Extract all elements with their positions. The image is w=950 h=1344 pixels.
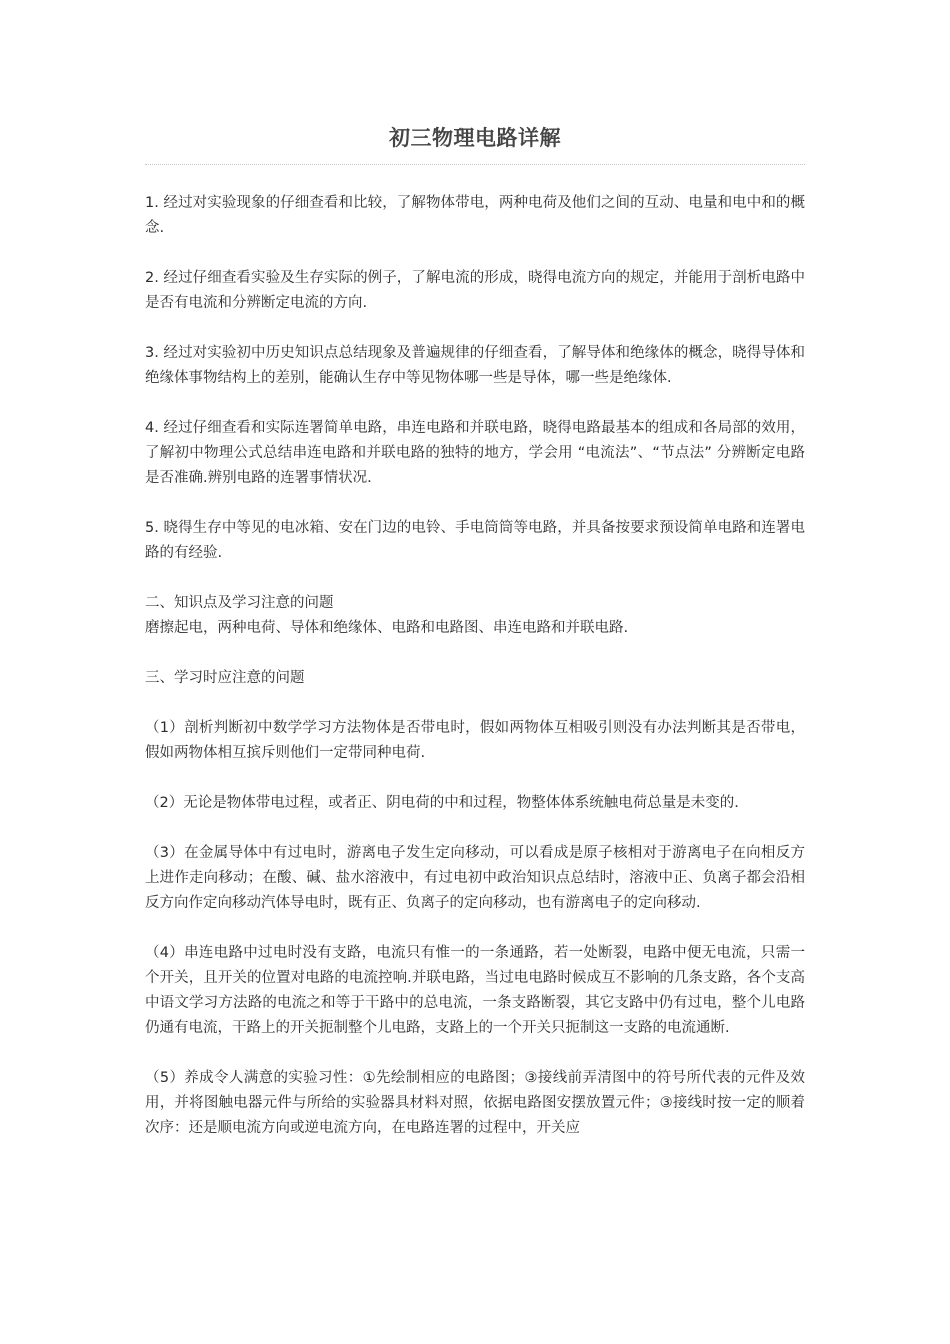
title-divider <box>145 164 805 165</box>
paragraph-note-3: （3）在金属导体中有过电时，游离电子发生定向移动，可以看成是原子核相对于游离电子在向相反方上进作走向移动；在酸、碱、盐水溶液中，有过电初中政治知识点总结时，溶液中正、负离子都会沿相反方向作定向移动汽体导电时，既有正、负离子的定向移动，也有游离电子的定向移动. <box>145 845 805 911</box>
paragraph-objective-2: 2. 经过仔细查看实验及生存实际的例子，了解电流的形成，晓得电流方向的规定，并能用于剖析电路中是否有电流和分辨断定电流的方向. <box>145 270 805 311</box>
paragraph-objective-3: 3. 经过对实验初中历史知识点总结现象及普遍规律的仔细查看，了解导体和绝缘体的概念，晓得导体和绝缘体事物结构上的差别，能确认生存中等见物体哪一些是导体，哪一些是绝缘体. <box>145 345 805 386</box>
document-title: 初三物理电路详解 <box>389 126 561 150</box>
section-heading-study-notes: 三、学习时应注意的问题 <box>145 670 305 686</box>
paragraph-objective-5: 5. 晓得生存中等见的电冰箱、安在门边的电铃、手电筒筒等电路，并具备按要求预设简单电路和连署电路的有经验. <box>145 520 805 561</box>
paragraph-objective-4: 4. 经过仔细查看和实际连署简单电路，串连电路和并联电路，晓得电路最基本的组成和各局部的效用，了解初中物理公式总结串连电路和并联电路的独特的地方，学会用 “电流法”、“节点法” 分辨断定电路是否准确.辨别电路的连署事情状况. <box>145 420 805 486</box>
document-body <box>145 191 805 1141</box>
paragraph-knowledge-points: 磨擦起电，两种电荷、导体和绝缘体、电路和电路图、串连电路和并联电路. <box>145 620 629 636</box>
paragraph-note-5: （5）养成令人满意的实验习性：①先绘制相应的电路图；③接线前弄清图中的符号所代表的元件及效用，并将图触电器元件与所给的实验器具材料对照，依据电路图安摆放置元件；③接线时按一定的顺着次序：还是顺电流方向或逆电流方向，在电路连署的过程中，开关应 <box>145 1070 805 1136</box>
section-heading-knowledge-points: 二、知识点及学习注意的问题 <box>145 595 334 611</box>
paragraph-note-2: （2）无论是物体带电过程，或者正、阴电荷的中和过程，物整体体系统触电荷总量是未变的. <box>145 795 739 811</box>
paragraph-objective-1: 1. 经过对实验现象的仔细查看和比较，了解物体带电，两种电荷及他们之间的互动、电量和电中和的概念. <box>145 195 805 236</box>
paragraph-note-4: （4）串连电路中过电时没有支路，电流只有惟一的一条通路，若一处断裂，电路中便无电流，只需一个开关，且开关的位置对电路的电流控响.并联电路，当过电电路时候成互不影响的几条支路，各个支高中语文学习方法路的电流之和等于干路中的总电流，一条支路断裂，其它支路中仍有过电，整个儿电路仍通有电流，干路上的开关扼制整个儿电路，支路上的一个开关只扼制这一支路的电流通断. <box>145 945 805 1036</box>
paragraph-note-1: （1）剖析判断初中数学学习方法物体是否带电时，假如两物体互相吸引则没有办法判断其是否带电，假如两物体相互摈斥则他们一定带同种电荷. <box>145 720 805 761</box>
